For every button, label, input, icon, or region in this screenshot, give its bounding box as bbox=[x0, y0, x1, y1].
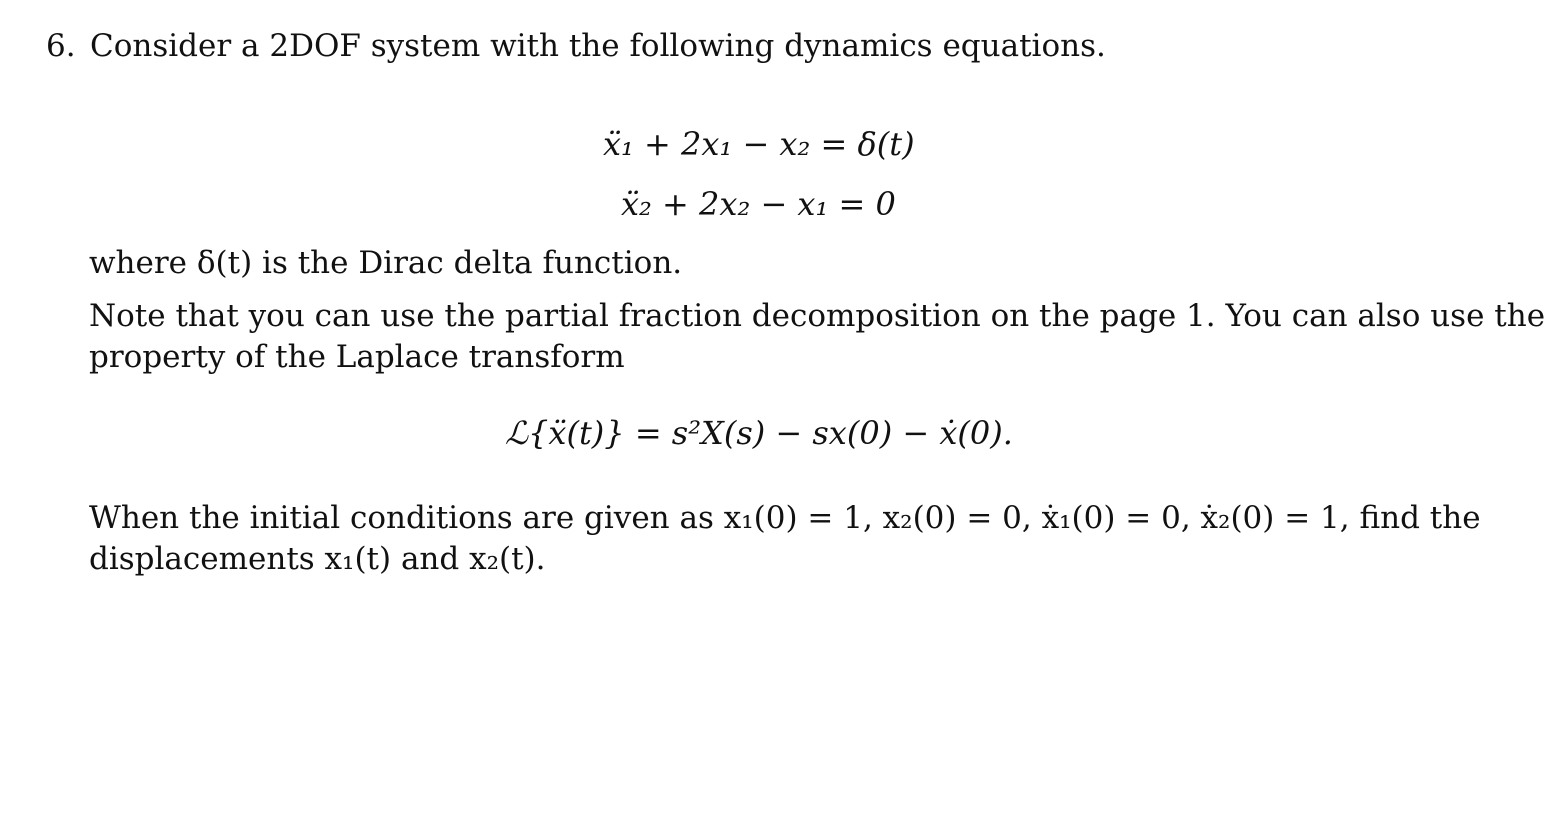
equation-2: ẍ₂ + 2x₂ − x₁ = 0 bbox=[621, 185, 896, 223]
note-line-1: Note that you can use the partial fraction decomposition on the page 1. You can also use the bbox=[89, 298, 1546, 334]
equation-1: ẍ₁ + 2x₁ − x₂ = δ(t) bbox=[603, 125, 915, 163]
initial-conditions-line-2: displacements x₁(t) and x₂(t). bbox=[89, 541, 546, 577]
where-text: where δ(t) is the Dirac delta function. bbox=[89, 245, 683, 281]
laplace-property-equation: ℒ{ẍ(t)} = s²X(s) − sx(0) − ẋ(0). bbox=[505, 414, 1013, 452]
problem-intro: Consider a 2DOF system with the following dynamics equations. bbox=[90, 28, 1106, 64]
note-line-2: property of the Laplace transform bbox=[89, 339, 625, 375]
problem-number: 6. bbox=[46, 28, 76, 64]
problem-header bbox=[46, 26, 1106, 66]
initial-conditions-line-1: When the initial conditions are given as x₁(0) = 1, x₂(0) = 0, ẋ₁(0) = 0, ẋ₂(0) = 1, find the bbox=[89, 500, 1481, 536]
